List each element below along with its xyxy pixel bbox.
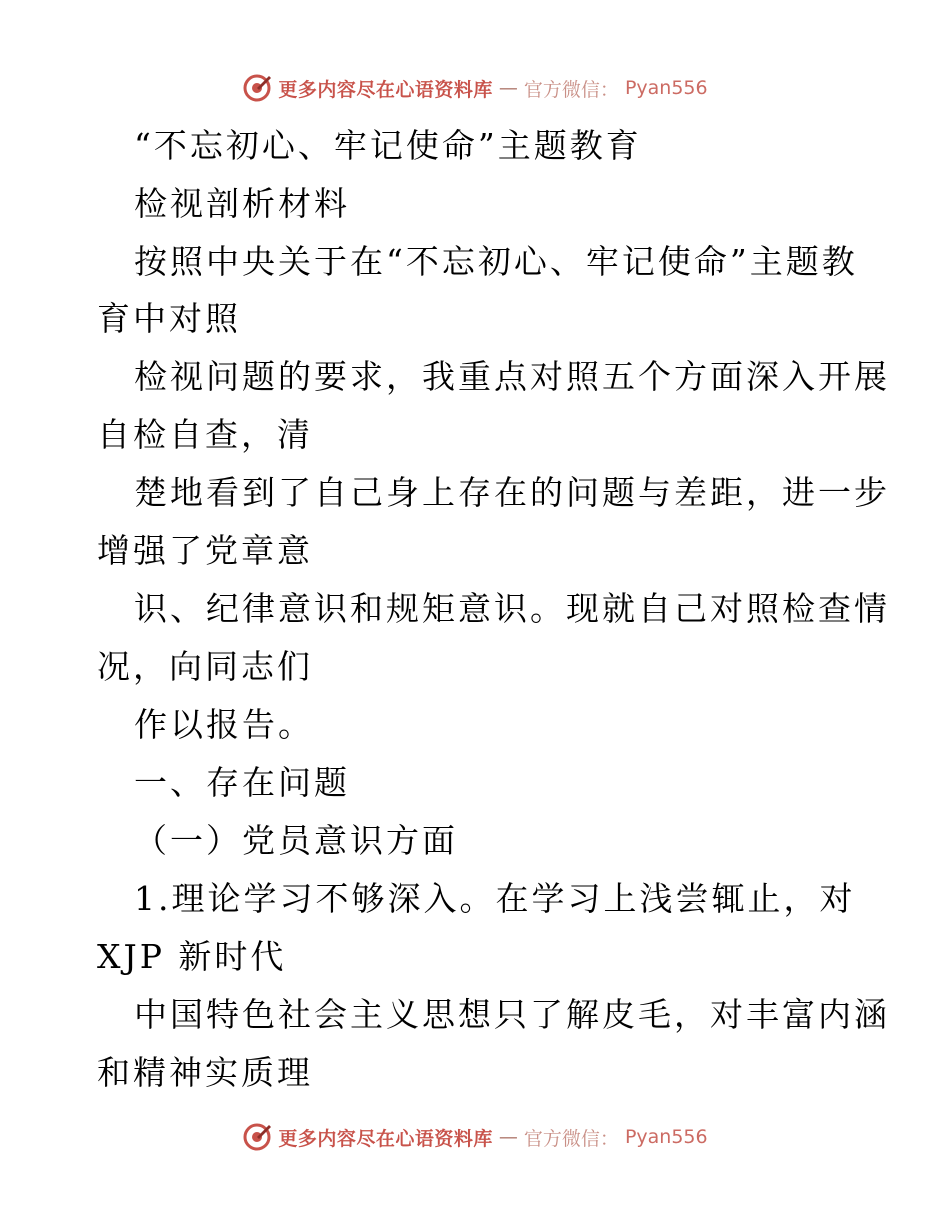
footer-watermark (0, 1122, 950, 1152)
paragraph-line: 育中对照 (97, 299, 241, 338)
watermark-separator: — (498, 77, 518, 99)
paragraph-line: 自检自查，清 (97, 415, 313, 454)
paragraph-line: 中国特色社会主义思想只了解皮毛，对丰富内涵 (134, 995, 890, 1034)
watermark-wechat-label: 官方微信： (523, 1127, 619, 1150)
watermark-wechat-id: Pyan556 (624, 1126, 708, 1148)
paragraph-line: XJP 新时代 (97, 937, 287, 976)
paragraph-line: 1.理论学习不够深入。在学习上浅尝辄止，对 (134, 879, 856, 918)
pen-logo-icon (242, 73, 272, 103)
pen-logo-icon (242, 1122, 272, 1152)
paragraph-line: 和精神实质理 (97, 1053, 313, 1092)
watermark-wechat-id: Pyan556 (624, 77, 708, 99)
watermark-main-text: 更多内容尽在心语资料库 (278, 78, 493, 101)
paragraph-line: 况，向同志们 (97, 647, 313, 686)
paragraph-line: 作以报告。 (134, 705, 314, 744)
header-watermark (0, 73, 950, 103)
paragraph-line: 识、纪律意识和规矩意识。现就自己对照检查情 (134, 589, 890, 628)
subsection-heading: （一）党员意识方面 (134, 821, 458, 860)
paragraph-line: 检视问题的要求，我重点对照五个方面深入开展 (134, 357, 890, 396)
watermark-main-text: 更多内容尽在心语资料库 (278, 1127, 493, 1150)
paragraph-line: 楚地看到了自己身上存在的问题与差距，进一步 (134, 473, 890, 512)
document-subtitle: 检视剖析材料 (134, 184, 350, 223)
watermark-separator: — (498, 1126, 518, 1148)
paragraph-line: 增强了党章意 (97, 531, 313, 570)
paragraph-line: 按照中央关于在“不忘初心、牢记使命”主题教 (134, 242, 858, 281)
section-heading: 一、存在问题 (134, 763, 350, 802)
watermark-wechat-label: 官方微信： (523, 78, 619, 101)
document-title: “不忘初心、牢记使命”主题教育 (134, 126, 642, 165)
